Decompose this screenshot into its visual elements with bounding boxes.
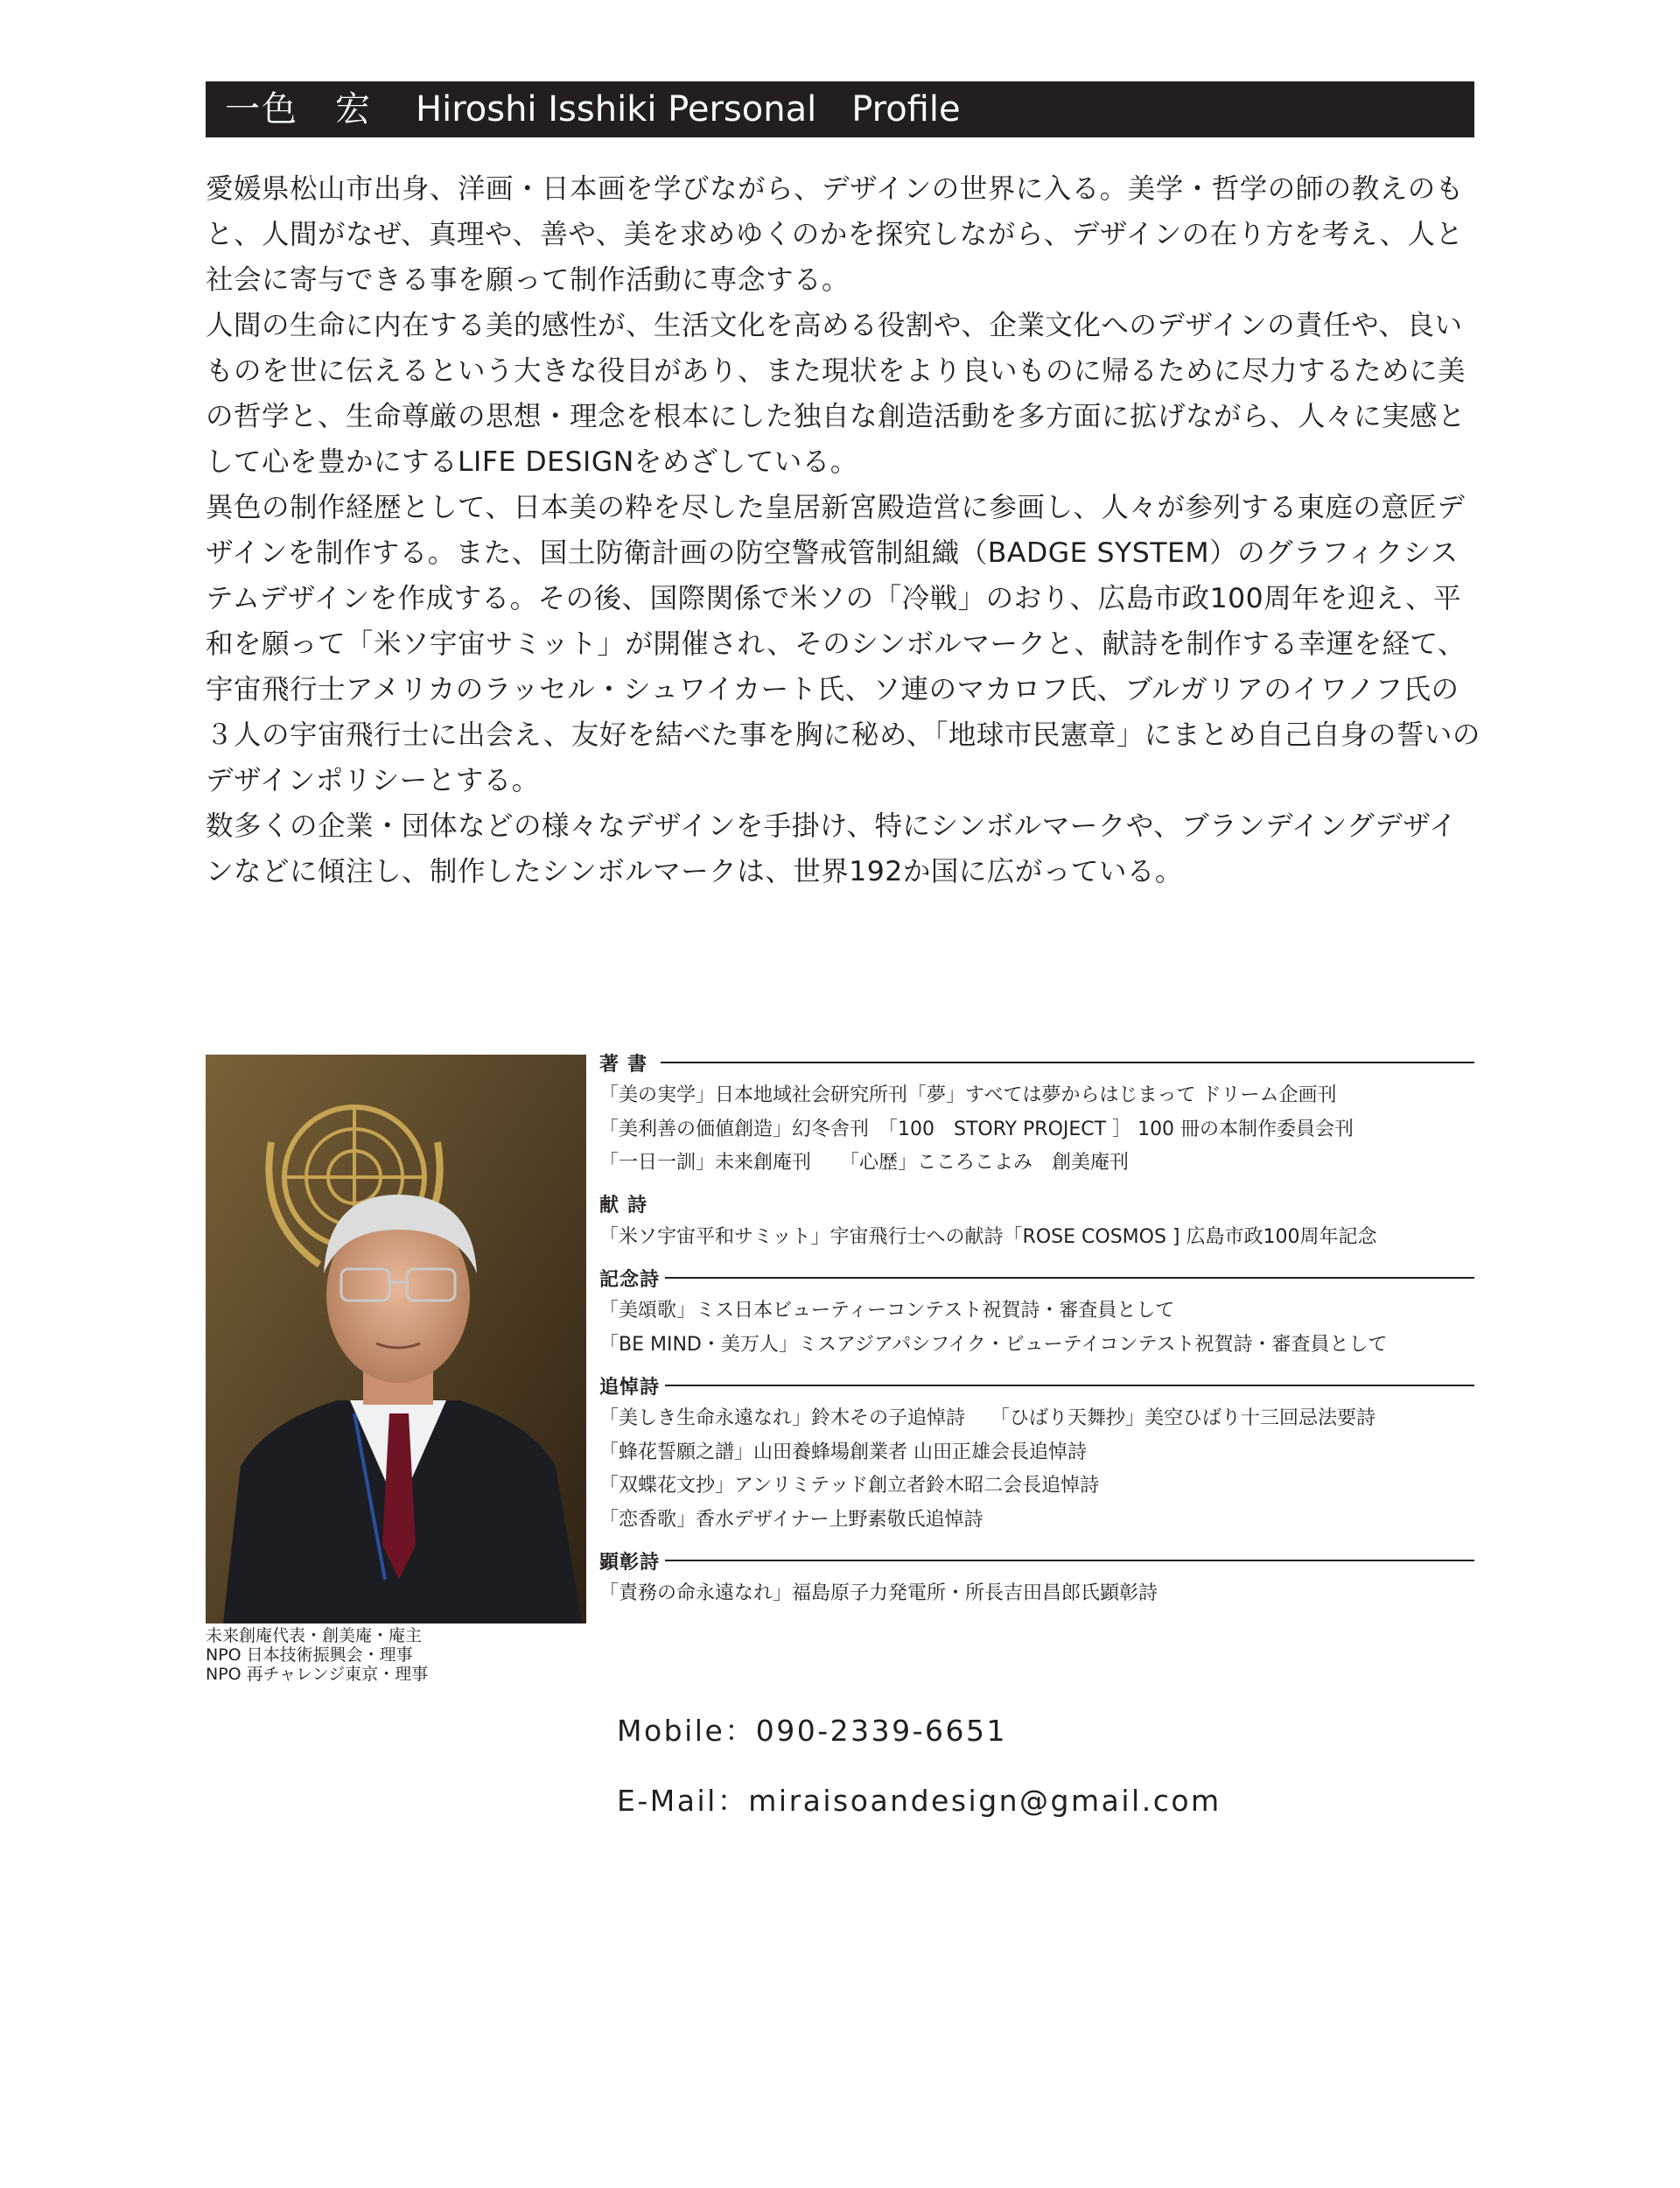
section-title: 献詩 xyxy=(599,1195,656,1217)
profile-title-bar xyxy=(206,81,1474,137)
profile-name-jp: 一色 宏 xyxy=(225,89,372,130)
work-item: 「美の実学」日本地域社会研究所刊「夢」すべては夢からはじまって ドリーム企画刊 xyxy=(599,1084,1337,1106)
intro-paragraph: 愛媛県松山市出身、洋画・日本画を学びながら、デザインの世界に入る。美学・哲学の師の教えのもと、人間がなぜ、真理や、善や、美を求めゆくのかを探究しながら、デザインの在り方を考え、人と社会に寄与できる事を願って制作活動に専念する。 xyxy=(206,173,1464,296)
section-title: 追悼詩 xyxy=(599,1376,661,1399)
intro-paragraph: 人間の生命に内在する美的感性が、生活文化を高める役割や、企業文化へのデザインの責任や、良いものを世に伝えるという大きな役目があり、また現状をより良いものに帰るために尽力するために美の哲学と、生命尊厳の思想・理念を根本にした独自な創造活動を多方面に拡げながら、人々に実感として心を豊かにするLIFE DESIGNをめざしている。 xyxy=(206,310,1466,478)
contact-mobile: Mobile：090-2339-6651 xyxy=(617,1714,1008,1748)
work-item: 「BE MIND・美万人」ミスアジアパシフイク・ビューテイコンテスト祝賀詩・審査員として xyxy=(599,1333,1388,1356)
work-item: 「責務の命永遠なれ」福島原子力発電所・所長吉田昌郎氏顕彰詩 xyxy=(599,1582,1158,1604)
caption-line: NPO 再チャレンジ東京・理事 xyxy=(206,1665,429,1684)
works-list xyxy=(599,1046,1474,1618)
section-rule xyxy=(665,1560,1474,1561)
portrait-photo xyxy=(206,1055,586,1623)
section-title: 顕彰詩 xyxy=(599,1551,661,1574)
profile-intro xyxy=(206,166,1483,894)
contact-block xyxy=(617,1696,1222,1836)
section-commemorative xyxy=(599,1261,1474,1362)
work-item: 「一日一訓」未来創庵刊 「心歴」こころこよみ 創美庵刊 xyxy=(599,1152,1130,1174)
section-books xyxy=(599,1046,1474,1181)
section-title: 記念詩 xyxy=(599,1268,661,1291)
section-memorial xyxy=(599,1369,1474,1537)
caption-line: NPO 日本技術振興会・理事 xyxy=(206,1645,413,1665)
photo-caption xyxy=(206,1626,556,1684)
intro-paragraph: 数多くの企業・団体などの様々なデザインを手掛け、特にシンボルマークや、ブランデイングデザインなどに傾注し、制作したシンボルマークは、世界192か国に広がっている。 xyxy=(206,810,1458,887)
caption-line: 未来創庵代表・創美庵・庵主 xyxy=(206,1626,423,1645)
section-dedication xyxy=(599,1188,1474,1255)
work-item: 「美しき生命永遠なれ」鈴木その子追悼詩 「ひばり天舞抄」美空ひばり十三回忌法要詩 xyxy=(599,1407,1376,1429)
contact-email: E-Mail：miraisoandesign@gmail.com xyxy=(617,1784,1222,1818)
section-honor xyxy=(599,1544,1474,1611)
work-item: 「恋香歌」香水デザイナー上野素敬氏追悼詩 xyxy=(599,1508,984,1531)
work-item: 「米ソ宇宙平和サミット」宇宙飛行士への献詩「ROSE COSMOS ] 広島市政100周年記念 xyxy=(599,1225,1377,1248)
section-rule xyxy=(661,1062,1474,1063)
portrait-image xyxy=(206,1055,586,1623)
work-item: 「蜂花誓願之譜」山田養蜂場創業者 山田正雄会長追悼詩 xyxy=(599,1441,1087,1463)
profile-name-en: Hiroshi Isshiki Personal Profile xyxy=(416,89,961,130)
work-item: 「美頌歌」ミス日本ビューティーコンテスト祝賀詩・審査員として xyxy=(599,1300,1175,1322)
section-rule xyxy=(665,1385,1474,1386)
section-rule xyxy=(665,1277,1474,1279)
section-title: 著書 xyxy=(599,1053,656,1076)
work-item: 「双蝶花文抄」アンリミテッド創立者鈴木昭二会長追悼詩 xyxy=(599,1475,1100,1497)
intro-paragraph: 異色の制作経歴として、日本美の粋を尽した皇居新宮殿造営に参画し、人々が参列する東庭の意匠デザインを制作する。また、国土防衛計画の防空警戒管制組織（BADGE SYSTEM）のグラフィクシステムデザインを作成する。その後、国際関係で米ソの「冷戦」のおり、広島市政100周年を迎え、平和を願って「米ソ宇宙サミット」が開催され、そのシンボルマークと、献詩を制作する幸運を経て、宇宙飛行士アメリカのラッセル・シュワイカート氏、ソ連のマカロフ氏、ブルガリアのイワノフ氏の３人の宇宙飛行士に出会え、友好を結べた事を胸に秘め、「地球市民憲章」にまとめ自己自身の誓いのデザインポリシーとする。 xyxy=(206,492,1480,796)
work-item: 「美利善の価値創造」幻冬舎刊 「100 STORY PROJECT ］ 100 冊の本制作委員会刊 xyxy=(599,1118,1354,1140)
